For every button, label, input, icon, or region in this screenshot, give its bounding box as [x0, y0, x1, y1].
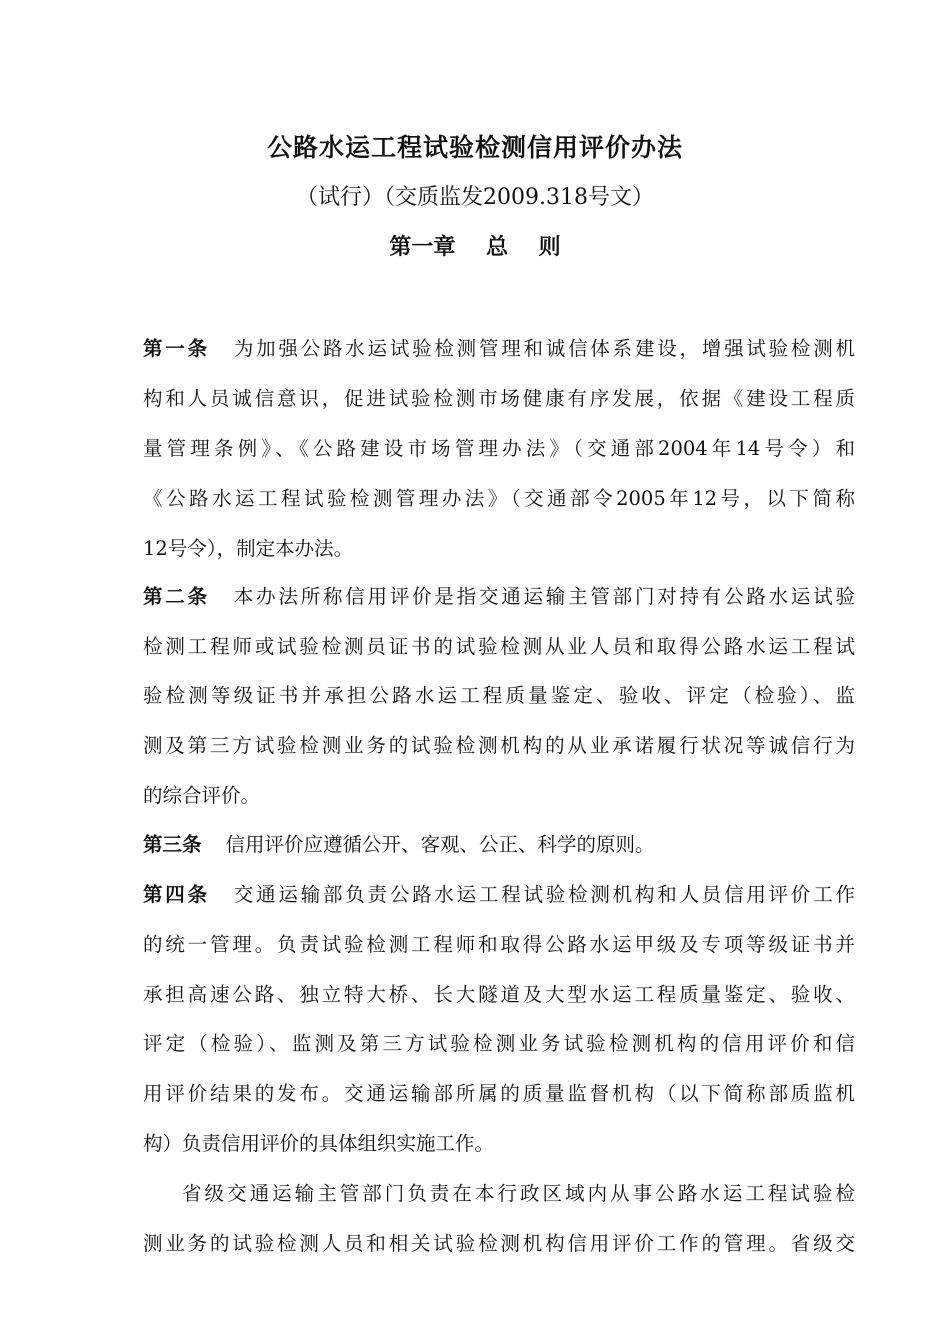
- body-line: [143, 1079, 855, 1109]
- body-text: 《公路水运工程试验检测管理办法》（交通部令2005年12号，以下简称: [143, 487, 855, 510]
- body-line: [143, 731, 855, 761]
- body-text: 评定（检验）、监测及第三方试验检测业务试验检测机构的信用评价和信: [143, 1032, 855, 1055]
- body-text: 省级交通运输主管部门负责在本行政区域内从事公路水运工程试验检: [182, 1182, 855, 1205]
- article-label: 第三条: [143, 833, 202, 856]
- body-text: 量管理条例》、《公路建设市场管理办法》（交通部2004年14号令）和: [143, 437, 855, 460]
- body-line: [143, 781, 855, 811]
- body-line: [143, 484, 855, 514]
- body-line: [143, 434, 855, 464]
- article-label: 第一条: [143, 337, 210, 360]
- body-text: 构）负责信用评价的具体组织实施工作。: [143, 1132, 495, 1155]
- body-line: [143, 334, 855, 364]
- body-line: [143, 1229, 855, 1259]
- article-label: 第二条: [143, 585, 210, 608]
- body-text: 测及第三方试验检测业务的试验检测机构的从业承诺履行状况等诚信行为: [143, 734, 855, 757]
- body-text: 验检测等级证书并承担公路水运工程质量鉴定、验收、评定（检验）、监: [143, 684, 855, 707]
- body-line: [143, 681, 855, 711]
- document-subtitle: （试行）（交质监发2009.318号文）: [296, 185, 654, 210]
- body-text: 为加强公路水运试验检测管理和诚信体系建设，增强试验检测机: [233, 337, 855, 360]
- body-text: 本办法所称信用评价是指交通运输主管部门对持有公路水运试验: [233, 585, 855, 608]
- body-text: 构和人员诚信意识，促进试验检测市场健康有序发展，依据《建设工程质: [143, 387, 855, 410]
- body-line: [143, 1129, 855, 1159]
- body-text: 用评价结果的发布。交通运输部所属的质量监督机构（以下简称部质监机: [143, 1082, 855, 1105]
- body-line: [143, 980, 855, 1010]
- body-text: 检测工程师或试验检测员证书的试验检测从业人员和取得公路水运工程试: [143, 635, 855, 658]
- body-line: [143, 830, 855, 860]
- body-line: [143, 1029, 855, 1059]
- body-line: [143, 632, 855, 662]
- body-text: 承担高速公路、独立特大桥、长大隧道及大型水运工程质量鉴定、验收、: [143, 983, 855, 1006]
- body-text: 交通运输部负责公路水运工程试验检测机构和人员信用评价工作: [233, 883, 855, 906]
- body-line: [143, 582, 855, 612]
- document-title: 公路水运工程试验检测信用评价办法: [266, 133, 683, 162]
- article-label: 第四条: [143, 883, 210, 906]
- body-line: [143, 1179, 855, 1209]
- chapter-heading: 第一章 总 则: [389, 234, 561, 260]
- body-text: 的综合评价。: [143, 784, 261, 807]
- body-line: [143, 384, 855, 414]
- body-text: 测业务的试验检测人员和相关试验检测机构信用评价工作的管理。省级交: [143, 1232, 855, 1255]
- body-text: 12号令），制定本办法。: [143, 537, 354, 560]
- body-line: [143, 534, 855, 564]
- body-text: 的统一管理。负责试验检测工程师和取得公路水运甲级及专项等级证书并: [143, 933, 855, 956]
- body-line: [143, 930, 855, 960]
- body-line: [143, 880, 855, 910]
- body-text: 信用评价应遵循公开、客观、公正、科学的原则。: [225, 833, 655, 856]
